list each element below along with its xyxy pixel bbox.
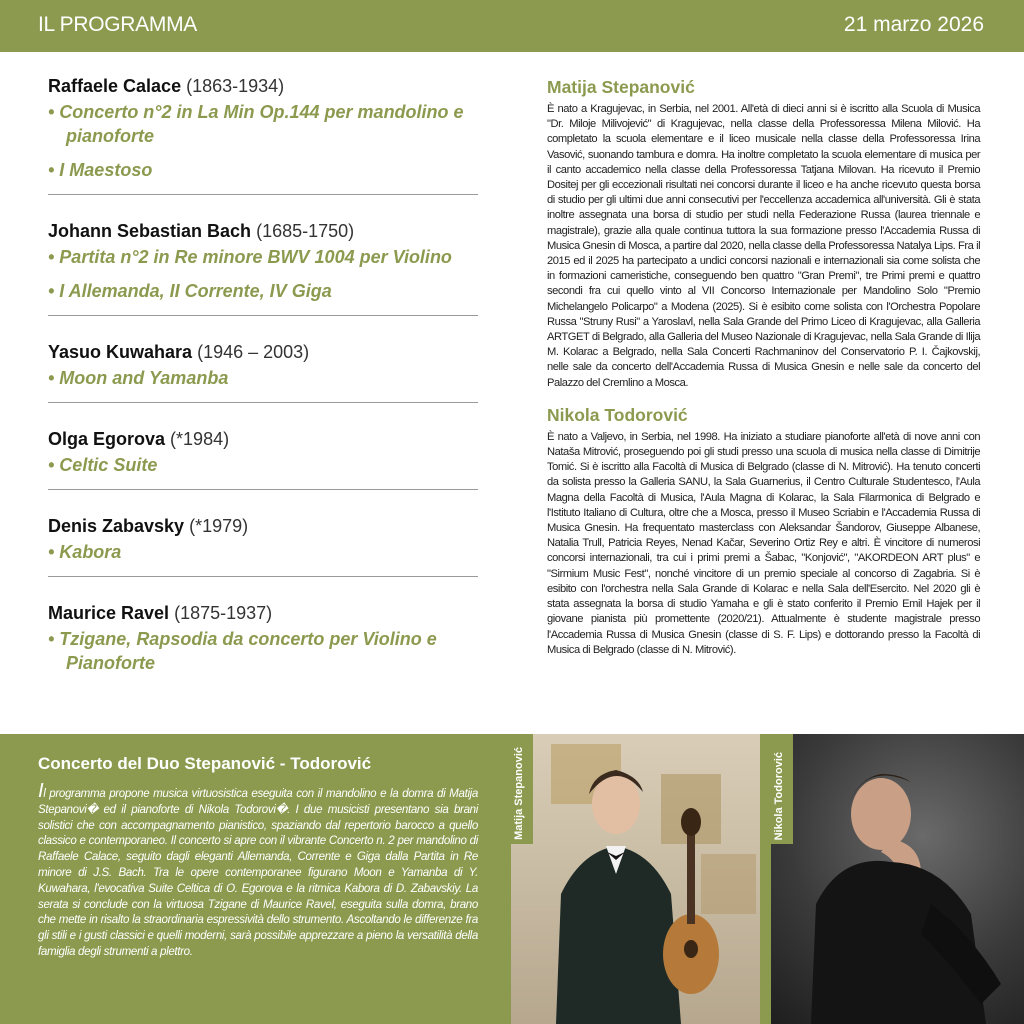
work-title: • Celtic Suite [48, 455, 158, 475]
photo-todorovic [771, 734, 1024, 1024]
program-item [48, 427, 478, 490]
bio-text: È nato a Kragujevac, in Serbia, nel 2001. All'età di dieci anni si è iscritto alla Scuola di Musica "Dr. Miloje Milivojević" di Kragujevac, nella classe della Professoressa Milena Milović. Ha completato la scuola elementare e il liceo musicale nella classe della Professoressa Irina Vasović, suonando tambura e domra. Ha inoltre completato la scuola elementare di musica per il canto accademico nella classe della Professoressa Tatjana Milovan. Ha ricevuto il Premio Dositej per gli eccezionali risultati nei concorsi durante il liceo e ha anche ricevuto questa borsa di studio per gli ultimi due anni consecutivi per l'eccellenza accademica all'università. Gli è stata inoltre assegnata una borsa di studio per studi nella Federazione Russa (laurea triennale e magistrale), grazie alla quale continua tuttora la sua formazione presso l'Accademia Russa di Musica Gnesin di Mosca, a partire dal 2020, nella classe della Professoressa Natalya Lips. Fra il 2015 ed il 2025 ha partecipato a undici concorsi nazionali e internazionali sia come solista che in formazioni cameristiche, conseguendo ben quattro "Gran Premi", tre Primi premi e quattro secondi fra cui quello vinto al VII Concorso Internazionale per Mandolino Solo "Premio Michelangelo Policarpo" a Modena (2025). Si è esibito come solista con l'Orchestra Popolare Russa "Struny Rusi" a Yaroslavl, nella Sala Grande del Primo Liceo di Kragujevac, alla Galleria ARTGET di Belgrado, alla Galleria del Museo Nazionale di Kragujevac, nella Sala Grande di Ilija M. Kolarac a Belgrado, nella Sala Concerti Rachmaninov del Conservatorio P. I. Čajkovskij, nelle sale da concerto dell'Accademia Russa di Musica Gnesin e nelle sale da concerto del Palazzo del Cremlino a Mosca. [547, 103, 981, 389]
program-item [48, 219, 478, 316]
composer-line [48, 74, 478, 98]
composer-name: Johann Sebastian Bach [48, 221, 252, 241]
composer-years: (1685-1750) [256, 221, 355, 241]
program-item [48, 74, 478, 195]
work-title: • Kabora [48, 542, 122, 562]
program-list [48, 74, 478, 711]
work-title: • I Maestoso [48, 160, 153, 180]
section-title: IL PROGRAMMA [38, 13, 197, 36]
bio-todorovic [547, 405, 989, 658]
photo-todorovic-illustration [771, 734, 1024, 1024]
program-item [48, 514, 478, 577]
composer-name: Maurice Ravel [48, 603, 170, 623]
photo-label [511, 734, 533, 844]
composer-name: Denis Zabavsky [48, 516, 185, 536]
composer-years: (1946 – 2003) [197, 342, 310, 362]
work-title: • Partita n°2 in Re minore BWV 1004 per Violino [48, 247, 452, 267]
composer-years: (1875-1937) [174, 603, 273, 623]
composer-name: Yasuo Kuwahara [48, 342, 193, 362]
header-bar [0, 0, 1024, 52]
composer-line [48, 219, 478, 243]
concert-description: Il programma propone musica virtuosistica eseguita con il mandolino e la domra di Matija Stepanovi� ed il pianoforte di Nikola Todorovi�. I due musicisti presentano sia brani solistici che con accompagnamento pianistico, spaziando dal repertorio barocco a quello classico e contemporaneo. Il concerto si apre con il vibrante Concerto n. 2 per mandolino di Raffaele Calace, seguito dagli eleganti Allemanda, Corrente e Giga dalla Partita in Re minore di J.S. Bach. Tra le opere contemporanee figurano Moon e Yamanba di Y. Kuwahara, l'evocativa Suite Celtica di O. Egorova e la ritmica Kabora di D. Zabavskiy. La serata si conclude con la virtuosa Tzigane di Maurice Ravel, eseguita sulla domra, brano che mette in risalto la straordinaria espressività dello strumento. Ascoltando le differenze fra gli stili e i gusti classici e quelli moderni, sarà possibile apprezzare a pieno la versatilità della famiglia degli strumenti a plettro. [38, 780, 478, 958]
composer-years: (*1979) [189, 516, 249, 536]
composer-line [48, 514, 478, 538]
bio-name: Nikola Todorović [547, 404, 688, 425]
photo-stepanovic-illustration [511, 734, 760, 1024]
photo-stepanovic [511, 734, 760, 1024]
concert-title: Concerto del Duo Stepanović - Todorović [38, 754, 372, 773]
bio-text: È nato a Valjevo, in Serbia, nel 1998. Ha iniziato a studiare pianoforte all'età di nove anni con Nataša Mitrović, proseguendo poi gli studi presso una scuola di musica nella classe di Dimitrije Tomić. Si è iscritto alla Facoltà di Musica di Belgrado (classe di N. Mitrović). Ha tenuto concerti da solista presso la Galleria SANU, la Sala Guarnerius, il Centro Culturale Studentesco, l'Aula Magna della Facoltà di Musica, l'Aula Magna di Kolarac, la Sala Filarmonica di Belgrado e l'Istituto Italiano di Cultura, oltre che a Mosca, presso il Museo Scriabin e l'Accademia Russa di Musica Gnesin. Ha frequentato masterclass con Aleksandar Šandorov, Giuseppe Albanese, Natalia Trull, Patricia Reyes, Nenad Kačar, Severino Ortiz Rey e altri. È vincitore di numerosi concorsi internazionali, tra cui i primi premi a Šabac, "Konjović", "AKORDEON ART plus" e "Sirmium Music Fest", nonché vincitore di un premio speciale al concorso di Zagabria. Si è esibito con l'orchestra nella Sala Grande di Kolarac e nella Sala dell'Esercito. Nel 2020 gli è stata assegnata la borsa di studio Yamaha e gli è stato conferito il Premio Emil Hajek per il giovane pianista più promettente (2020/21). Attualmente è studente magistrale presso l'Accademia Russa di Musica Gnesin (classe di S. F. Lips) e dottorando presso la Facoltà di Musica di Belgrado (classe di N. Mitrović). [547, 430, 981, 656]
composer-name: Raffaele Calace [48, 76, 182, 96]
composer-years: (*1984) [170, 429, 230, 449]
composer-line [48, 340, 478, 364]
bio-stepanovic [547, 77, 989, 391]
photo-label-text: Matija Stepanović [513, 747, 525, 840]
photo-label-text: Nikola Todorović [773, 751, 785, 840]
bio-name: Matija Stepanović [547, 77, 695, 97]
photo-label [771, 734, 793, 844]
program-item [48, 340, 478, 403]
program-item [48, 601, 478, 687]
composer-name: Olga Egorova [48, 429, 166, 449]
biographies [547, 77, 989, 658]
composer-line [48, 427, 478, 451]
work-title: • Concerto n°2 in La Min Op.144 per mandolino e pianoforte [48, 102, 464, 146]
work-title: • Moon and Yamanba [48, 368, 229, 388]
concert-date: 21 marzo 2026 [843, 13, 984, 36]
composer-line [48, 601, 478, 625]
work-title: • I Allemanda, II Corrente, IV Giga [48, 281, 332, 301]
work-title: • Tzigane, Rapsodia da concerto per Violino e Pianoforte [48, 629, 437, 673]
composer-years: (1863-1934) [186, 76, 285, 96]
